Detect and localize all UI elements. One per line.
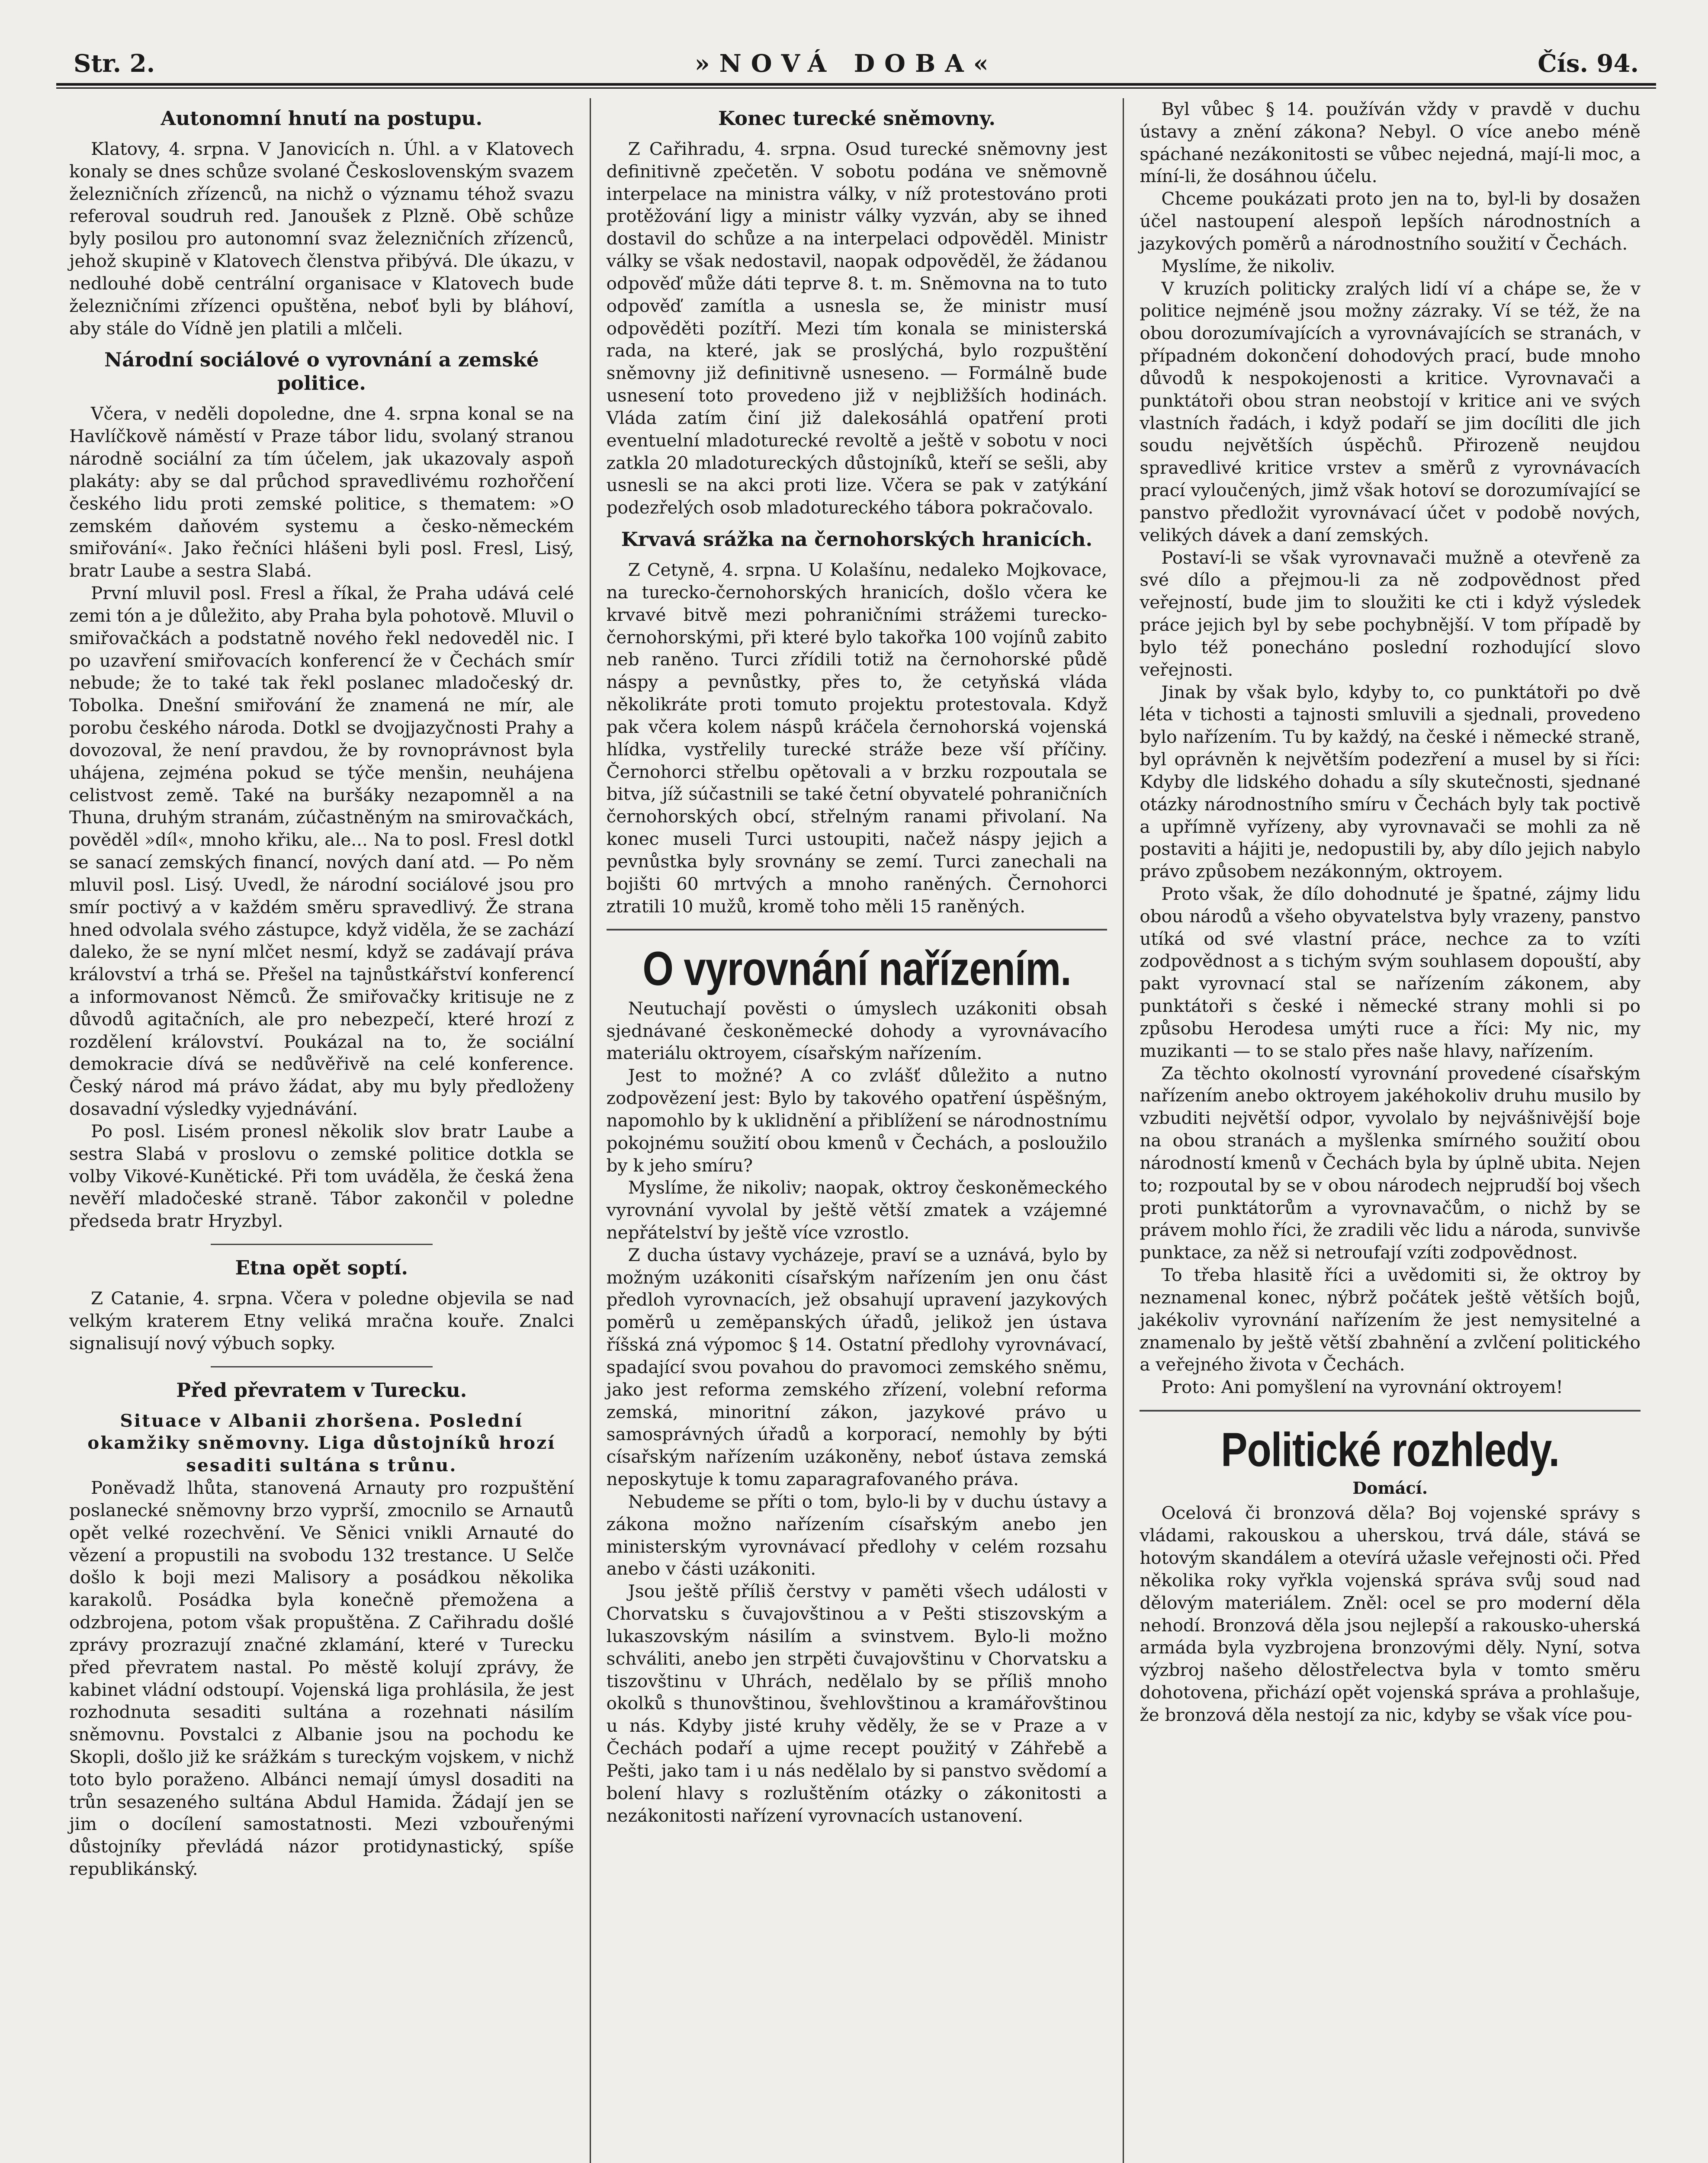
headline-vyrovnani: O vyrovnání nařízením. [642,943,1071,996]
headline-autonomni: Autonomní hnutí na postupu. [161,107,483,130]
headline-narodni-socialove: Národní sociálové o vyrovnání a zemské politice. [104,348,539,395]
section-subheading: Domácí. [1352,1478,1428,1498]
article-paragraph: V kruzích politicky zralých lidí ví a chápe se, že v politice nejméně jsou možny zázraky. Ví se též, že na obou dorozumívajících a vyrovnávajících se stranách, v případném dokončení dohodových prací, bude mnoho důvodů k nespokojenosti a kritice. Vyrovnavači a punktátoři obou stran neobstojí v kritice ani ve svých vlastních řadách, i když podaří se jim docíliti dle jich soudu největších úspěchů. Přirozeně neujdou spravedlivé kritice vrstev a směrů z vyrovnávacích prací vyloučených, jimž však hotoví se dorozumívající se panstvo předložit vyrovnávací účet v podobě nových, velikých dávek a daní zemských. [1140,278,1641,546]
headline-srazka: Krvavá srážka na černohorských hranicích. [621,528,1093,551]
article-separator [607,929,1108,931]
article-separator [211,1244,433,1245]
masthead: »NOVÁ DOBA« [694,49,998,78]
article-paragraph: Myslíme, že nikoliv. [1161,255,1336,276]
article-paragraph: Postaví-li se však vyrovnavači mužně a otevřeně za své dílo a přejmou-li za ně zodpovědnost před veřejností, bude jim to sloužiti ke cti i když výsledek práce jejich byl by sebe pochybnější. V tom případě by bylo též ponecháno poslední rozhodující slovo veřejnosti. [1140,547,1641,680]
article-paragraph: Ocelová či bronzová děla? Boj vojenské správy s vládami, rakouskou a uherskou, trvá dále, stává se hotovým skandálem a otevírá užasle veřejnosti oči. Před několika roky vyřkla vojenská správa svůj soud nad dělovým materiálem. Zněl: ocel se pro moderní děla nehodí. Bronzová děla jsou nejlepší a rakousko-uherská armáda byla vyzbrojena bronzovými děly. Nyní, sotva výzbroj našeho dělostřelectva byla v tomto směru dohotovena, přichází opět vojenská správa a prohlašuje, že bronzová děla nestojí za nic, kdyby se však více pou- [1140,1502,1641,1725]
article-paragraph: Jsou ještě příliš čerstvy v paměti všech události v Chorvatsku s čuvajovštinou a v Pešti stiszovským a lukaszovským násilím a svinstvem. Bylo-li možno schváliti, anebo jen strpěti čuvajovštinu v Chorvatsku a tiszovštinu v Uhrách, nedělalo by se příliš mnoho okolků s thunovštinou, švehlovštinou a kramářovštinou u nás. Kdyby jisté kruhy věděly, že se v Praze a v Čechách podaří a ujme recept použitý v Záhřebě a Pešti, jako tam i u nás nedělalo by si panstvo svědomí a bolení hlavy s rozluštěním otázky o zákonitosti a nezákonitosti nařízení vyrovnacích ustanovení. [606,1581,1108,1826]
header-rule-thin [56,87,1656,89]
article-paragraph: Jinak by však bylo, kdyby to, co punktátoři po dvě léta v tichosti a tajnosti smluvili a sjednali, provedeno bylo nařízením. Tu by každý, na české i německé straně, byl oprávněn k největším podezření a musel by si říci: Kdyby dle lidského dohadu a síly skutečnosti, sjednané otázky národnostního smíru v Čechách byly tak poctivě a upřímně vyřízeny, aby vyrovnavači se mohli za ně postaviti a hájiti je, nedopustili by, aby dílo jejich nabylo právo způsobem nezákonným, oktroyem. [1140,681,1641,882]
article-paragraph: Neutuchají pověsti o úmyslech uzákoniti obsah sjednávané českoněmecké dohody a vyrovnávacího materiálu oktroyem, císařským nařízením. [606,998,1108,1064]
article-paragraph: Nebudeme se příti o tom, bylo-li by v duchu ústavy a zákona možno nařízením císařským anebo jen ministerským vyrovnávací předlohy v celém rozsahu anebo v části uzákoniti. [606,1491,1108,1579]
article-paragraph: Chceme poukázati proto jen na to, byl-li by dosažen účel nastoupení alespoň lepších národnostních a jazykových poměrů a národnostního soužití v Čechách. [1140,188,1641,254]
article-paragraph: Po posl. Lisém pronesl několik slov bratr Laube a sestra Slabá v proslovu o zemské politice dotkla se volby Vikové-Kunětické. Při tom uváděla, že česká žena nevěří mladočeské straně. Tábor zakončil v poledne předseda bratr Hryzbyl. [69,1120,574,1232]
page-number: Str. 2. [74,49,155,78]
article-paragraph: Z ducha ústavy vycházeje, praví se a uznává, bylo by možným uzákoniti císařským nařízením jen onu část předloh vyrovnacích, jež obsahují upravení jazykových poměrů u zeměpanských úřadů, jelikož jen ústava říšská zná výpomoc § 14. Ostatní předlohy vyrovnávací, spadající svou povahou do pravomoci zemského sněmu, jako jest reforma zemského zřízení, volební reforma zemská, minoritní zákon, jazykové právo u samosprávných úřadů a korporací, nemohly by býti císařským nařízením uzákoněny, neboť ústava zemská neposkytuje k tomu zaparagrafovaného práva. [606,1244,1108,1490]
article-paragraph: Klatovy, 4. srpna. V Janovicích n. Úhl. a v Klatovech konaly se dnes schůze svolané Československým svazem železničních zřízenců, na nichž o významu téhož svazu referoval soudruh red. Janoušek z Plzně. Obě schůze byly posilou pro autonomní svaz železničních zřízenců, jehož skupině v Klatovech členstva přibývá. Dle úkazu, v nedlouhé době centrální organisace v Klatovech bude železničními zřízenci opuštěna, neboť byli by bláhoví, aby stále do Vídně jen platili a mlčeli. [69,138,574,339]
article-paragraph: Z Catanie, 4. srpna. Včera v poledne objevila se nad velkým kraterem Etny veliká mračna kouře. Znalci signalisují nový výbuch sopky. [69,1288,574,1354]
page-header [56,30,1656,78]
article-paragraph: Za těchto okolností vyrovnání provedené císařským nařízením anebo oktroyem jakéhokoliv druhu musilo by vzbuditi největší odpor, vyvolalo by nejvášnivější boje na obou stranách a myšlenka smírného soužití obou národností kmenů v Čechách byla by úplně ubita. Nejen to; rozpoutal by se v obou národech nejprudší boj všech proti punktátorům a vyrovnavačům, o nichž by se právem mohlo říci, že zradili věc lidu a národa, sunvivše punktace, za něž si netroufají vzíti zodpovědnost. [1140,1062,1641,1263]
column-1 [56,98,590,2163]
article-paragraph: První mluvil posl. Fresl a říkal, že Praha udává celé zemi tón a je důležito, aby Praha byla pohotově. Mluvil o smiřovačkách a podstatně nového řekl nedoveděl nic. I po uzavření smiřovacích konferencí že v Čechách smír nebude; že to také tak řekl poslanec mladočeský dr. Tobolka. Dnešní smiřování že znamená ne mír, ale porobu českého národa. Dotkl se dvojjazyčnosti Prahy a dovozoval, že není pravdou, že by rovnoprávnost byla uhájena, zejména pokud se týče menšin, neuhájena celistvost země. Také na buršáky nezapomněl a na Thuna, druhým stranám, zúčastněným na smirovačkách, pověděl »díl«, mnoho křiku, ale... Na to posl. Fresl dotkl se sanací zemských financí, nových daní atd. — Po něm mluvil posl. Lisý. Uvedl, že národní sociálové jsou pro smír poctivý a v každém směru spravedlivý. Že strana hned odvolala svého zástupce, když viděla, že se zachází daleko, že se nyní mlčet nesmí, když se zadávají práva království a trhá se. Přešel na tajnůstkářství konferencí a informovanost Němců. Že smiřovačky kritisuje ne z důvodů agitačních, ale pro nebezpečí, které hrozí z rozdělení království. Poukázal na to, že sociální demokracie dívá se nedůvěřivě na celé konference. Český národ má právo žádat, aby mu byly předloženy dosavadní výsledky vyjednávání. [69,583,574,1120]
article-paragraph: Z Cetyně, 4. srpna. U Kolašínu, nedaleko Mojkovace, na turecko-černohorských hranicích, došlo včera ke krvavé bitvě mezi pohraničními strážemi turecko-černohorskými, při které bylo takořka 100 vojínů zabito neb raněno. Turci zřídili totiž na černohorské půdě náspy a pevnůstky, přes to, že cetyňská vláda několikráte proti tomuto projektu protestovala. Když pak včera kolem náspů kráčela černohorská vojenská hlídka, vystřelily turecké stráže beze vší příčiny. Černohorci střelbu opětovali a v brzku rozpoutala se bitva, jíž súčastnili se také četní obyvatelé pohraničních černohorských obcí, střelným ranami přivolaní. Na konec museli Turci ustoupiti, načež náspy jejich a pevnůstka byly srovnány se zemí. Turci zanechali na bojišti 60 mrtvých a mnoho raněných. Černohorci ztratili 10 mužů, kromě toho měli 15 raněných. [606,559,1108,917]
article-paragraph: Proto: Ani pomyšlení na vyrovnání oktroyem! [1161,1377,1563,1398]
columns [56,98,1656,2163]
header-rule [56,83,1656,86]
article-paragraph: Proto však, že dílo dohodnuté je špatné, zájmy lidu obou národů a všeho obyvatelstva byly vrazeny, panstvo utíká od své vlastní práce, nechce za to vzíti zodpovědnost a s tichým svým souhlasem dopouští, aby pakt vyrovnací stal se nařízením zákonem, aby punktátoři s české i německé strany mohli si po způsobu Herodesa umýti ruce a říci: My nic, my muzikanti — to se stalo přes naše hlavy, nařízením. [1140,883,1641,1061]
article-paragraph: Poněvadž lhůta, stanovená Arnauty pro rozpuštění poslanecké sněmovny brzo vyprší, zmocnilo se Arnautů opět velké rozechvění. Ve Sěnici vnikli Arnauté do vězení a propustili na svobodu 132 trestance. U Selče došlo k boji mezi Malisory a posádkou několika karakolů. Posádka byla konečně přemožena a odzbrojena, potom však propuštěna. Z Cařihradu došlé zprávy prozrazují značné zklamání, které v Turecku před převratem nastal. Po městě kolují zprávy, že kabinet vládní odstoupí. Vojenská liga prohlásila, že jest rozhodnuta sesaditi sultána a rozehnati násilím sněmovnu. Povstalci z Albanie jsou na pochodu ke Skopli, došlo již ke srážkám s tureckým vojskem, v nichž toto bylo poraženo. Albánci nemají úmysl dosaditi na trůn sesazeného sultána Abdul Hamida. Žádají jen se jim o docílení samostatnosti. Mezi vzbouřenými důstojníky převládá názor protidynastický, spíše republikánský. [69,1477,574,1880]
article-paragraph: Z Cařihradu, 4. srpna. Osud turecké sněmovny jest definitivně zpečetěn. V sobotu podána ve sněmovně interpelace na ministra války, v níž protestováno proti protěžování ligy a ministr války vyzván, aby se ihned dostavil do schůze a na interpelaci odpověděl. Ministr války se však nedostavil, naopak odpověděl, že žádanou odpověď může dáti teprve 8. t. m. Sněmovna na to tuto odpověď zamítla a usnesla se, že ministr musí odpověděti pozítří. Mezi tím konala se ministerská rada, na které, jak se proslýchá, bylo rozpuštění sněmovny již definitivně usneseno. — Formálně bude usnesení toto provedeno již v nejbližších hodinách. Vláda zatím činí již dalekosáhlá opatření proti eventuelní mladoturecké revoltě a ještě v sobotu v noci zatkla 20 mladotureckých důstojníků, kteří se sešli, aby usnesli se na akci proti lize. Včera se pak v zatýkání podezřelých osob mladotureckého tábora pokračovalo. [606,138,1108,518]
article-paragraph: To třeba hlasitě říci a uvědomiti si, že oktroy by neznamenal konec, nýbrž počátek ještě větších bojů, jakékoliv vyrovnání nařízením že jest nemysitelné a znamenalo by ještě větší zbahnění a zvlčení politického a veřejného života v Čechách. [1140,1264,1641,1375]
article-paragraph: Jest to možné? A co zvlášť důležito a nutno zodpovězení jest: Bylo by takového opatření úspěšným, napomohlo by k uklidnění a přiblížení se národnostnímu pokojnému soužití obou kmenů v Čechách, a posloužilo by k jeho smíru? [606,1065,1108,1176]
headline-politicke-rozhledy: Politické rozhledy. [1221,1423,1560,1477]
article-separator [1140,1410,1641,1412]
headline-turecko: Před převratem v Turecku. [176,1378,467,1402]
article-paragraph: Byl vůbec § 14. používán vždy v pravdě v duchu ústavy a znění zákona? Nebyl. O více anebo méně spáchané nezákonitosti se vůbec nejedná, mají-li moc, a míní-li, že dosáhnou účelu. [1140,99,1641,187]
article-paragraph: Myslíme, že nikoliv; naopak, oktroy českoněmeckého vyrovnání vyvolal by ještě větší zmatek a vzájemné nepřátelství by ještě více vzrostlo. [606,1177,1108,1243]
column-3 [1123,98,1656,2163]
column-2 [590,98,1123,2163]
issue-number: Čís. 94. [1538,49,1639,78]
headline-etna: Etna opět soptí. [235,1256,408,1280]
article-separator [211,1366,433,1367]
article-paragraph: Včera, v neděli dopoledne, dne 4. srpna konal se na Havlíčkově náměstí v Praze tábor lidu, svolaný stranou národně sociální za tím účelem, jak ukazovaly aspoň plakáty: aby se dal průchod spravedlivému rozhořčení českého lidu proti zemské politice, s thematem: »O zemském daňovém systemu a česko-německém smiřování«. Jako řečníci hlášeni byli posl. Fresl, Lisý, bratr Laube a sestra Slabá. [69,403,574,581]
headline-snemovna: Konec turecké sněmovny. [718,107,996,130]
article-lead: Situace v Albanii zhoršena. Poslední okamžiky sněmovny. Liga důstojníků hrozí sesaditi sultána s trůnu. [87,1410,556,1476]
